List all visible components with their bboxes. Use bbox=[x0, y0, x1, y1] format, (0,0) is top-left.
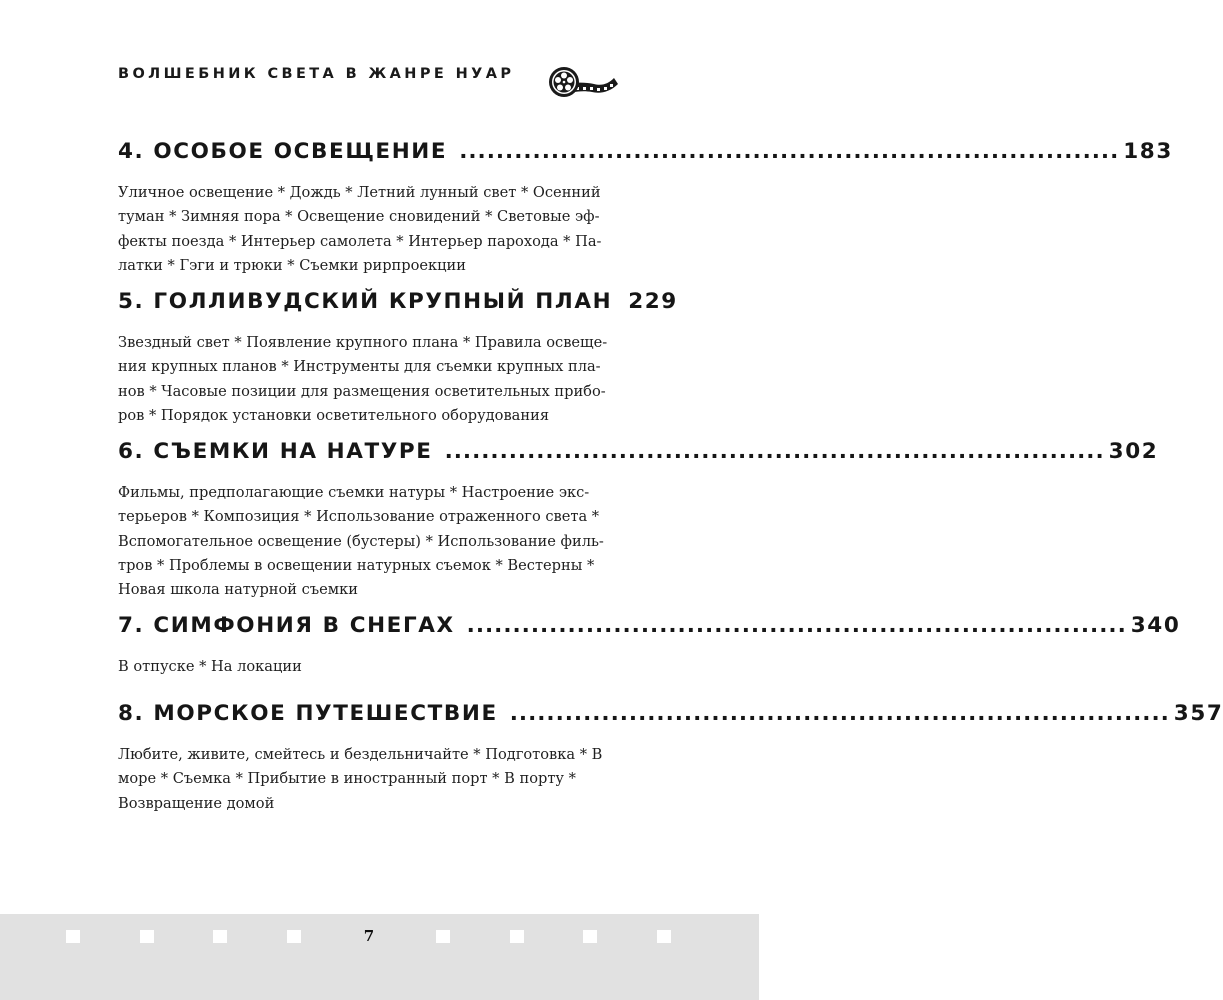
square-marker-icon bbox=[436, 930, 450, 943]
chapter-title: МОРСКОЕ ПУТЕШЕСТВИЕ bbox=[153, 701, 498, 726]
footer-band bbox=[0, 914, 759, 1000]
square-marker-icon bbox=[140, 930, 154, 943]
description-line: Фильмы, предполагающие съемки натуры * Настроение экс- bbox=[118, 484, 590, 501]
page-number: 7 bbox=[363, 927, 375, 945]
description-line: терьеров * Композиция * Использование отраженного света * bbox=[118, 508, 600, 526]
chapter-number: 8. bbox=[118, 701, 145, 726]
toc-entry-description bbox=[118, 743, 618, 816]
chapter-number: 7. bbox=[118, 613, 145, 638]
chapter-title: ГОЛЛИВУДСКИЙ КРУПНЫЙ ПЛАН bbox=[153, 289, 613, 314]
description-line: ния крупных планов * Инструменты для съемки крупных пла- bbox=[118, 358, 601, 376]
chapter-page-number: 340 bbox=[1130, 613, 1181, 638]
description-line: Возвращение домой bbox=[118, 794, 275, 812]
toc-entry-7[interactable] bbox=[118, 612, 1181, 679]
square-marker-icon bbox=[583, 930, 597, 943]
toc-entry-title[interactable] bbox=[118, 700, 1223, 728]
description-line: Любите, живите, смейтесь и бездельничайте * Подготовка * В bbox=[118, 746, 603, 763]
leader-dots: ........................................................................ bbox=[459, 139, 1120, 164]
chapter-title: ОСОБОЕ ОСВЕЩЕНИЕ bbox=[153, 139, 448, 164]
toc-entry-title[interactable] bbox=[118, 138, 1173, 166]
toc-entry-title[interactable] bbox=[118, 288, 678, 316]
toc-entry-4[interactable] bbox=[118, 138, 1173, 278]
description-line: фекты поезда * Интерьер самолета * Интерьер парохода * Па- bbox=[118, 232, 602, 250]
description-line: тров * Проблемы в освещении натурных съемок * Вестерны * bbox=[118, 556, 595, 574]
leader-dots: ........................................................................ bbox=[444, 439, 1105, 464]
description-line: море * Съемка * Прибытие в иностранный порт * В порту * bbox=[118, 770, 576, 788]
square-marker-icon bbox=[66, 930, 80, 943]
description-line: латки * Гэги и трюки * Съемки рирпроекции bbox=[118, 256, 467, 274]
running-header-title: ВОЛШЕБНИК СВЕТА В ЖАНРЕ НУАР bbox=[118, 66, 515, 82]
chapter-title: СЪЕМКИ НА НАТУРЕ bbox=[153, 439, 433, 464]
toc-entry-8[interactable] bbox=[118, 700, 1223, 816]
toc-entry-description bbox=[118, 181, 618, 278]
square-marker-icon bbox=[213, 930, 227, 943]
chapter-number: 5. bbox=[118, 289, 145, 314]
chapter-number: 6. bbox=[118, 439, 145, 464]
toc-entry-6[interactable] bbox=[118, 438, 1159, 602]
chapter-title: СИМФОНИЯ В СНЕГАХ bbox=[153, 613, 455, 638]
description-line: Вспомогательное освещение (бустеры) * Использование филь- bbox=[118, 532, 604, 550]
leader-dots: ........................................................................ bbox=[509, 701, 1170, 726]
square-marker-icon bbox=[510, 930, 524, 943]
toc-entry-5[interactable] bbox=[118, 288, 678, 428]
description-line: нов * Часовые позиции для размещения осветительных прибо- bbox=[118, 382, 606, 400]
leader-dots: ........................................................................ bbox=[466, 613, 1127, 638]
description-line: Звездный свет * Появление крупного плана * Правила освеще- bbox=[118, 334, 608, 351]
toc-entry-title[interactable] bbox=[118, 438, 1159, 466]
film-reel-icon bbox=[548, 60, 620, 102]
chapter-page-number: 302 bbox=[1108, 439, 1159, 464]
description-line: Новая школа натурной съемки bbox=[118, 581, 358, 599]
description-line: туман * Зимняя пора * Освещение сновидений * Световые эф- bbox=[118, 208, 600, 226]
toc-entry-description bbox=[118, 655, 618, 679]
description-line: В отпуске * На локации bbox=[118, 658, 302, 675]
chapter-page-number: 357 bbox=[1173, 701, 1223, 726]
toc-entry-title[interactable] bbox=[118, 612, 1181, 640]
chapter-page-number: 183 bbox=[1123, 139, 1173, 164]
square-marker-icon bbox=[657, 930, 671, 943]
description-line: Уличное освещение * Дождь * Летний лунный свет * Осенний bbox=[118, 184, 601, 201]
toc-entry-description bbox=[118, 331, 618, 428]
toc-entry-description bbox=[118, 481, 618, 602]
chapter-page-number: 229 bbox=[628, 289, 678, 314]
description-line: ров * Порядок установки осветительного оборудования bbox=[118, 406, 550, 424]
chapter-number: 4. bbox=[118, 139, 145, 164]
square-marker-icon bbox=[287, 930, 301, 943]
